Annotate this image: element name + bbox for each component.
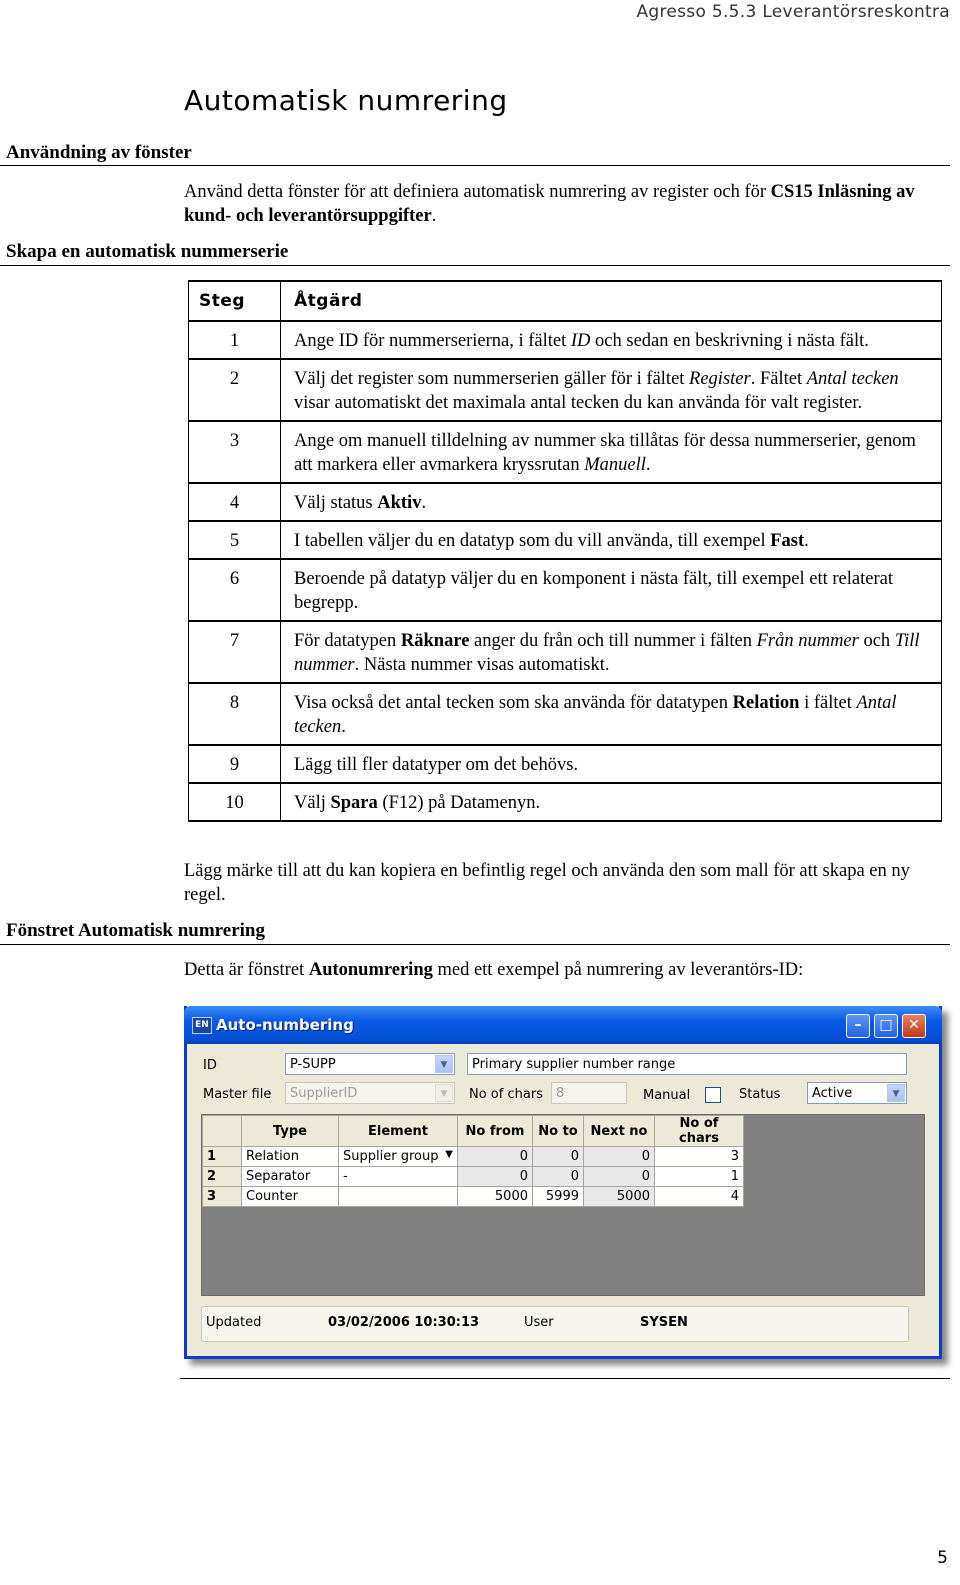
page-title: Automatisk numrering	[184, 84, 508, 117]
cell-no-from[interactable]: 0	[458, 1147, 533, 1167]
cell-no-of-chars[interactable]: 3	[655, 1147, 744, 1167]
updated-value: 03/02/2006 10:30:13	[328, 1315, 480, 1330]
step-number: 9	[189, 745, 281, 783]
steps-header-row	[189, 281, 942, 321]
cell-type[interactable]: Separator	[242, 1167, 339, 1187]
manual-checkbox[interactable]	[705, 1087, 721, 1103]
step-number: 6	[189, 559, 281, 621]
cell-element[interactable]	[339, 1187, 458, 1207]
description-input[interactable]: Primary supplier number range	[467, 1053, 907, 1075]
section-rule	[0, 165, 950, 166]
section-rule	[0, 944, 950, 945]
chevron-down-icon[interactable]: ▼	[445, 1149, 453, 1160]
row-number: 1	[203, 1147, 242, 1167]
close-icon[interactable]: ✕	[902, 1014, 926, 1038]
step-row	[189, 421, 942, 483]
user-label: User	[524, 1315, 554, 1330]
grid-row[interactable]	[203, 1187, 744, 1207]
manual-label: Manual	[643, 1088, 691, 1103]
cell-element[interactable]: -	[339, 1167, 458, 1187]
cell-no-of-chars[interactable]: 4	[655, 1187, 744, 1207]
minimize-icon[interactable]: –	[846, 1014, 870, 1038]
cell-element[interactable]: Supplier group ▼	[339, 1147, 458, 1167]
window-title: Auto-numbering	[216, 1016, 354, 1034]
id-dropdown[interactable]	[285, 1053, 455, 1075]
step-action: Välj status Aktiv.	[281, 483, 942, 521]
section-heading-window: Fönstret Automatisk numrering	[6, 920, 265, 941]
bottom-rule	[180, 1378, 950, 1379]
grid-row[interactable]	[203, 1167, 744, 1187]
cell-type[interactable]: Relation	[242, 1147, 339, 1167]
step-row	[189, 745, 942, 783]
grid-col-no-from[interactable]: No from	[458, 1116, 533, 1147]
step-row	[189, 559, 942, 621]
grid-corner	[203, 1116, 242, 1147]
step-action: Välj det register som nummerserien gäller för i fältet Register. Fältet Antal tecken visar automatiskt det maximala antal tecken du kan använda för valt register.	[281, 359, 942, 421]
step-action: Ange ID för nummerserierna, i fältet ID och sedan en beskrivning i nästa fält.	[281, 321, 942, 359]
steps-table	[188, 280, 942, 822]
cell-next-no: 0	[584, 1147, 655, 1167]
step-row	[189, 621, 942, 683]
section-heading-usage: Användning av fönster	[6, 142, 192, 163]
intro-paragraph: Använd detta fönster för att definiera automatisk numrering av register och för CS15 Inläsning av kund- och leverantörsuppgifter.	[184, 182, 915, 226]
note-paragraph: Lägg märke till att du kan kopiera en befintlig regel och använda den som mall för att skapa en ny regel.	[184, 861, 910, 905]
step-number: 2	[189, 359, 281, 421]
chevron-down-icon[interactable]: ▼	[887, 1084, 905, 1102]
step-action: Lägg till fler datatyper om det behövs.	[281, 745, 942, 783]
status-label: Status	[739, 1087, 781, 1102]
step-row	[189, 683, 942, 745]
updated-label: Updated	[206, 1315, 262, 1330]
grid-col-next-no[interactable]: Next no	[584, 1116, 655, 1147]
section-rule	[0, 265, 950, 266]
cell-type[interactable]: Counter	[242, 1187, 339, 1207]
grid-row[interactable]	[203, 1147, 744, 1167]
step-action: För datatypen Räknare anger du från och till nummer i fälten Från nummer och Till nummer. Nästa nummer visas automatiskt.	[281, 621, 942, 683]
cell-next-no: 0	[584, 1167, 655, 1187]
window-intro: Detta är fönstret Autonumrering med ett exempel på numrering av leverantörs-ID:	[184, 960, 804, 980]
step-number: 8	[189, 683, 281, 745]
cell-no-to[interactable]: 5999	[533, 1187, 584, 1207]
grid-col-no-to[interactable]: No to	[533, 1116, 584, 1147]
cell-next-no: 5000	[584, 1187, 655, 1207]
step-number: 7	[189, 621, 281, 683]
status-value: Active	[812, 1086, 853, 1101]
row-number: 2	[203, 1167, 242, 1187]
master-file-label: Master file	[203, 1087, 272, 1102]
step-action: Välj Spara (F12) på Datamenyn.	[281, 783, 942, 821]
grid-col-element[interactable]: Element	[339, 1116, 458, 1147]
grid-header-row	[203, 1116, 744, 1147]
step-action: Visa också det antal tecken som ska använda för datatypen Relation i fältet Antal tecken.	[281, 683, 942, 745]
cell-no-of-chars[interactable]: 1	[655, 1167, 744, 1187]
step-number: 4	[189, 483, 281, 521]
numbering-grid	[201, 1114, 925, 1296]
step-action: Ange om manuell tilldelning av nummer ska tillåtas för dessa nummerserier, genom att markera eller avmarkera kryssrutan Manuell.	[281, 421, 942, 483]
maximize-icon[interactable]: □	[874, 1014, 898, 1038]
step-row	[189, 783, 942, 821]
master-file-dropdown[interactable]	[285, 1082, 455, 1104]
id-label: ID	[203, 1058, 217, 1073]
col-step: Steg	[189, 281, 281, 321]
chevron-down-icon[interactable]: ▼	[435, 1055, 453, 1073]
grid-col-no-of-chars[interactable]: No of chars	[655, 1116, 744, 1147]
master-file-value: SupplierID	[290, 1086, 358, 1101]
cell-no-to[interactable]: 0	[533, 1167, 584, 1187]
step-action: Beroende på datatyp väljer du en komponent i nästa fält, till exempel ett relaterat begrepp.	[281, 559, 942, 621]
id-value: P-SUPP	[290, 1057, 336, 1072]
step-number: 10	[189, 783, 281, 821]
auto-numbering-window	[184, 1006, 942, 1359]
status-bar	[201, 1306, 909, 1342]
step-row	[189, 359, 942, 421]
window-titlebar	[184, 1006, 942, 1044]
cell-no-from[interactable]: 5000	[458, 1187, 533, 1207]
app-icon: EN	[192, 1017, 212, 1034]
no-of-chars-label: No of chars	[469, 1087, 543, 1102]
running-head: Agresso 5.5.3 Leverantörsreskontra	[636, 2, 950, 22]
status-dropdown[interactable]	[807, 1082, 907, 1104]
col-action: Åtgärd	[281, 281, 942, 321]
row-number: 3	[203, 1187, 242, 1207]
step-row	[189, 521, 942, 559]
no-of-chars-input[interactable]: 8	[551, 1082, 627, 1104]
cell-no-from[interactable]: 0	[458, 1167, 533, 1187]
step-number: 3	[189, 421, 281, 483]
user-value: SYSEN	[640, 1315, 688, 1330]
cell-no-to[interactable]: 0	[533, 1147, 584, 1167]
step-number: 1	[189, 321, 281, 359]
step-action: I tabellen väljer du en datatyp som du vill använda, till exempel Fast.	[281, 521, 942, 559]
page-number: 5	[937, 1548, 948, 1568]
chevron-down-icon[interactable]: ▼	[435, 1084, 453, 1102]
step-row	[189, 321, 942, 359]
section-heading-create: Skapa en automatisk nummerserie	[6, 241, 289, 262]
step-row	[189, 483, 942, 521]
step-number: 5	[189, 521, 281, 559]
grid-col-type[interactable]: Type	[242, 1116, 339, 1147]
